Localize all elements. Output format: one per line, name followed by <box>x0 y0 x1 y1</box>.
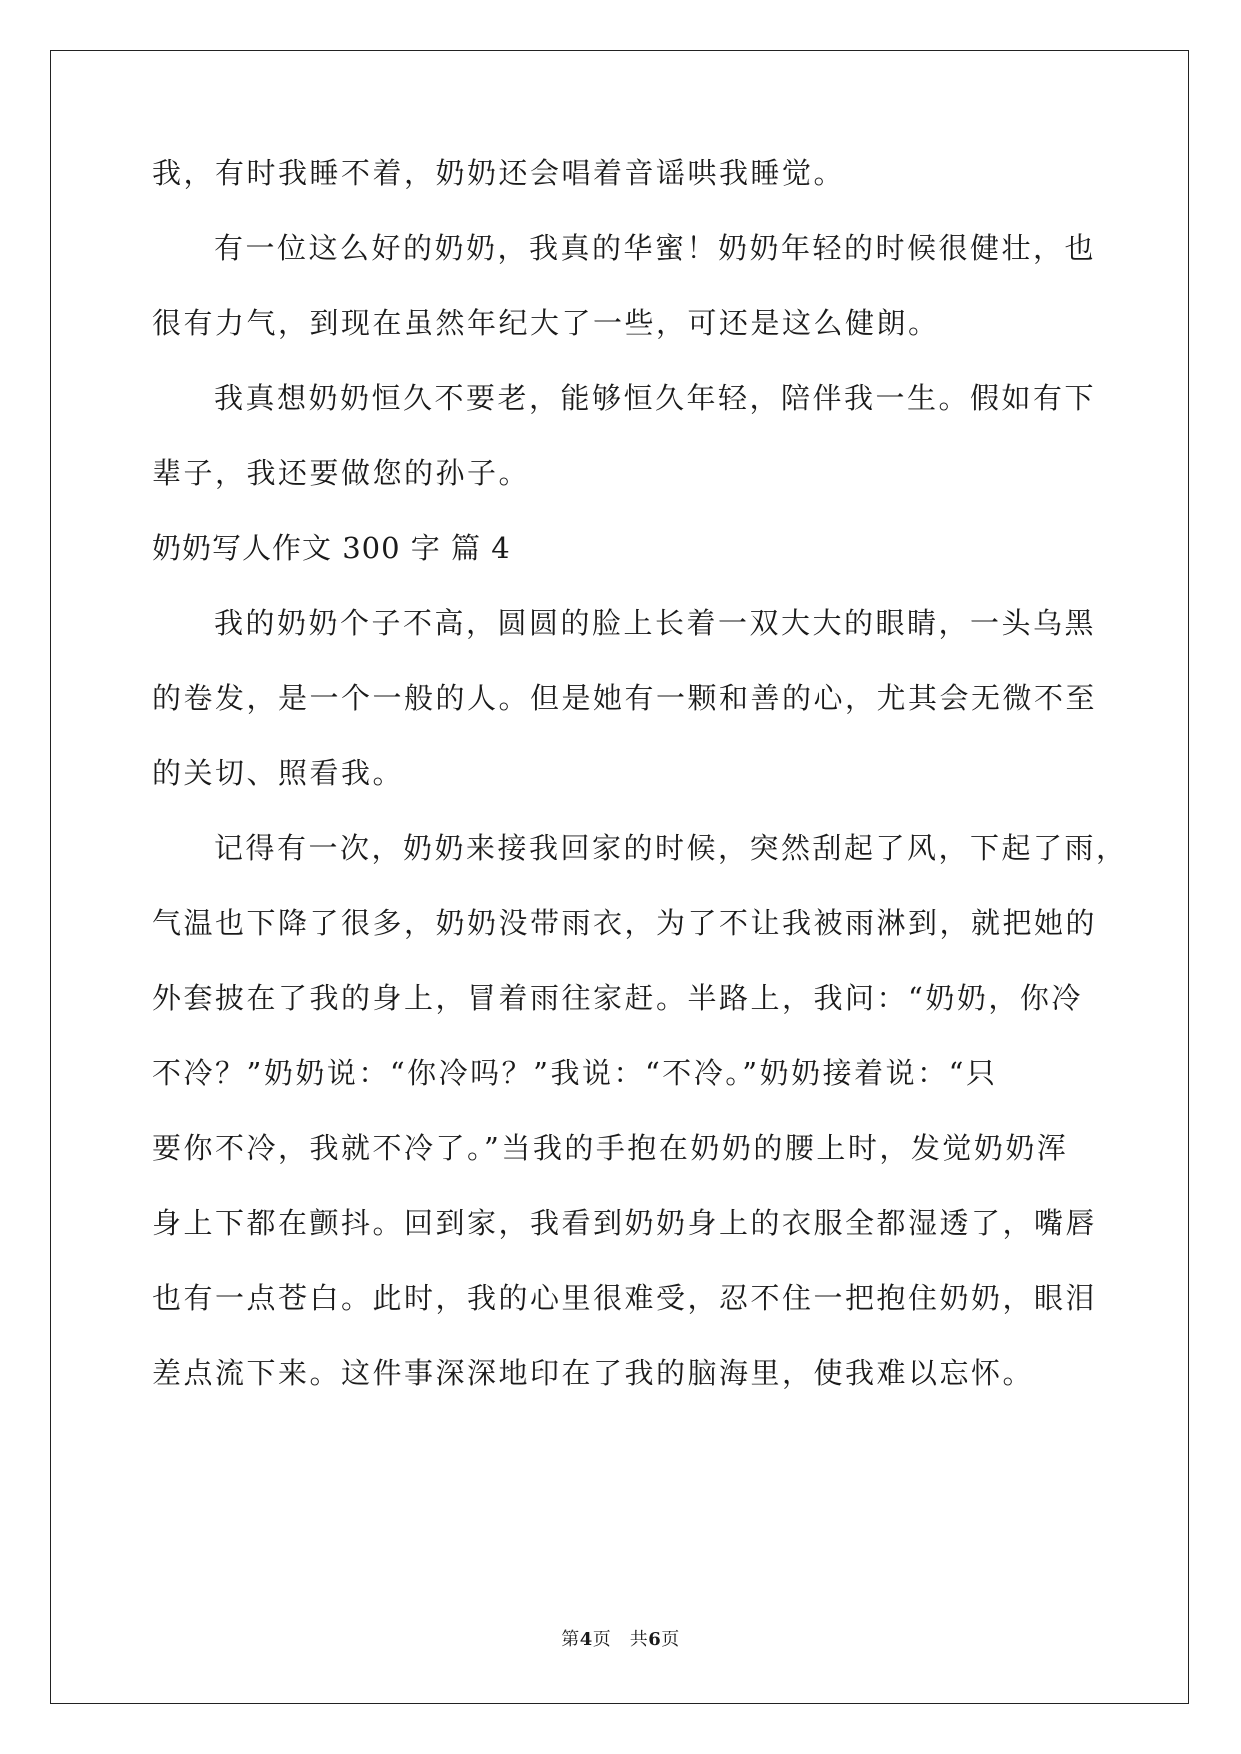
footer-prefix: 第 <box>561 1629 580 1650</box>
paragraph-line: 记得有一次，奶奶来接我回家的时候，突然刮起了风，下起了雨， <box>214 831 1128 865</box>
page-footer <box>0 1625 1241 1651</box>
section-heading: 奶奶写人作文 300 字 篇 4 <box>152 531 511 565</box>
paragraph-line: 的关切、照看我。 <box>152 756 405 790</box>
paragraph-line: 不冷？”奶奶说：“你冷吗？”我说：“不冷。”奶奶接着说：“只 <box>152 1056 998 1090</box>
paragraph-line: 我真想奶奶恒久不要老，能够恒久年轻，陪伴我一生。假如有下 <box>214 381 1097 415</box>
paragraph-line: 气温也下降了很多，奶奶没带雨衣，为了不让我被雨淋到，就把她的 <box>152 906 1098 940</box>
paragraph-line: 我的奶奶个子不高，圆圆的脸上长着一双大大的眼睛，一头乌黑 <box>214 606 1097 640</box>
current-page-number: 4 <box>579 1629 593 1650</box>
paragraph-line: 很有力气，到现在虽然年纪大了一些，可还是这么健朗。 <box>152 306 940 340</box>
paragraph-line: 要你不冷，我就不冷了。”当我的手抱在奶奶的腰上时，发觉奶奶浑 <box>152 1131 1069 1165</box>
paragraph-line: 也有一点苍白。此时，我的心里很难受，忍不住一把抱住奶奶，眼泪 <box>152 1281 1098 1315</box>
footer-suffix: 页 <box>661 1629 680 1650</box>
paragraph-line: 我，有时我睡不着，奶奶还会唱着音谣哄我睡觉。 <box>152 156 846 190</box>
paragraph-line: 有一位这么好的奶奶，我真的华蜜！奶奶年轻的时候很健壮，也 <box>214 231 1097 265</box>
paragraph-line: 辈子，我还要做您的孙子。 <box>152 456 531 490</box>
paragraph-line: 的卷发，是一个一般的人。但是她有一颗和善的心，尤其会无微不至 <box>152 681 1098 715</box>
paragraph-line: 差点流下来。这件事深深地印在了我的脑海里，使我难以忘怀。 <box>152 1356 1035 1390</box>
paragraph-line: 外套披在了我的身上，冒着雨往家赶。半路上，我问：“奶奶，你冷 <box>152 981 1083 1015</box>
paragraph-line: 身上下都在颤抖。回到家，我看到奶奶身上的衣服全都湿透了，嘴唇 <box>152 1206 1098 1240</box>
total-page-count: 6 <box>648 1629 662 1650</box>
page-frame <box>50 50 1189 1704</box>
footer-middle: 页 共 <box>592 1629 649 1650</box>
